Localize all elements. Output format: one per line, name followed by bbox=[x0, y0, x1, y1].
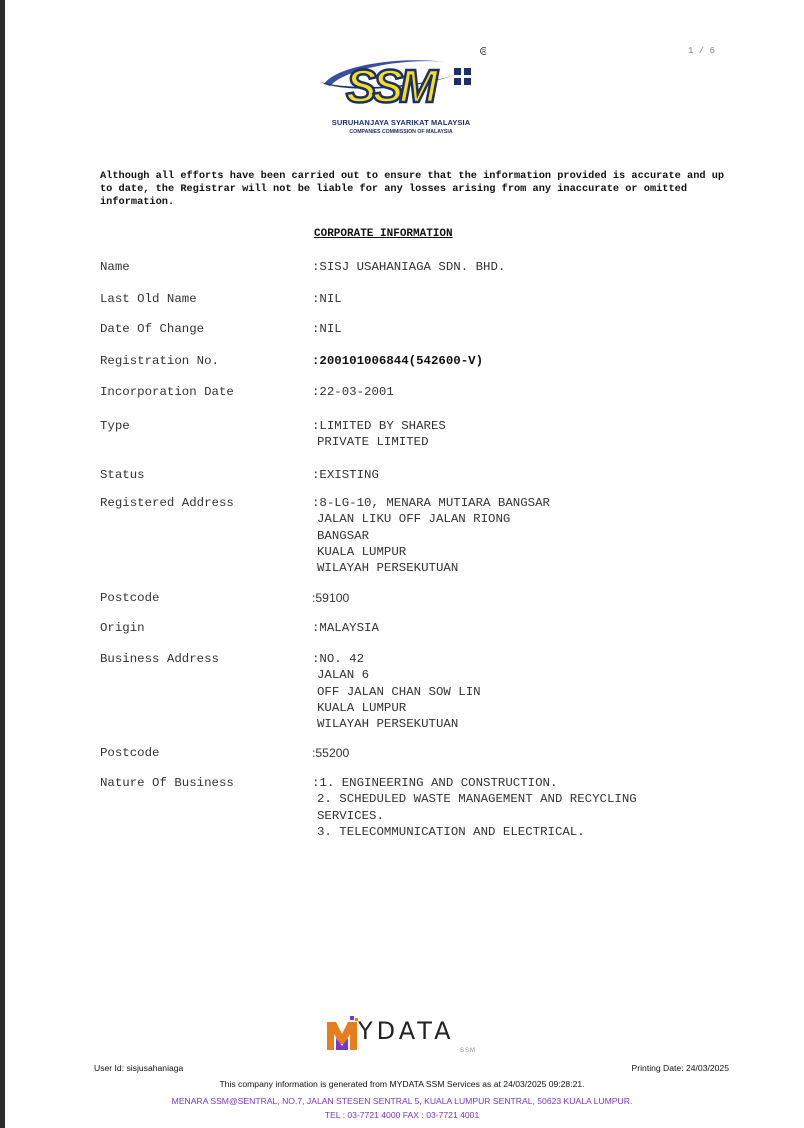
field-label: Origin bbox=[100, 621, 145, 635]
section-title: CORPORATE INFORMATION bbox=[314, 228, 453, 240]
mydata-logo bbox=[326, 1012, 486, 1062]
field-label: Status bbox=[100, 468, 145, 482]
field-label: Postcode bbox=[100, 591, 160, 605]
field-value-line: BANGSAR bbox=[317, 528, 370, 543]
field-label: Registered Address bbox=[100, 496, 234, 510]
disclaimer-text: Although all efforts have been carried out to ensure that the information provided is accurate and up to date, the Registrar will not be liable for any losses arising from any inaccurate or omitted information. bbox=[100, 170, 725, 208]
field-value-line: KUALA LUMPUR bbox=[317, 700, 407, 715]
field-value-line: 2. SCHEDULED WASTE MANAGEMENT AND RECYCLING bbox=[317, 792, 637, 807]
ssm-logo-graphic bbox=[316, 46, 486, 118]
footer-address: MENARA SSM@SENTRAL, NO.7, JALAN STESEN SENTRAL 5, KUALA LUMPUR SENTRAL, 50623 KUALA LUMPUR. bbox=[171, 1096, 633, 1106]
field-value-line: WILAYAH PERSEKUTUAN bbox=[317, 561, 459, 576]
field-value-line: :EXISTING bbox=[312, 468, 379, 482]
ssm-org-name-english: COMPANIES COMMISSION OF MALAYSIA bbox=[349, 129, 453, 135]
field-value-line: :59100 bbox=[312, 591, 350, 605]
field-label: Registration No. bbox=[100, 354, 219, 368]
footer-printing-date: Printing Date: 24/03/2025 bbox=[631, 1063, 729, 1073]
field-value bbox=[312, 467, 379, 483]
field-value-line: :1. ENGINEERING AND CONSTRUCTION. bbox=[312, 776, 558, 790]
footer-generated-note: This company information is generated from MYDATA SSM Services as at 24/03/2025 09:28:21. bbox=[219, 1079, 585, 1089]
field-value-line: 3. TELECOMMUNICATION AND ELECTRICAL. bbox=[317, 824, 585, 839]
left-edge-bar bbox=[0, 0, 5, 1128]
field-value bbox=[312, 590, 349, 606]
page-indicator: 1 / 6 bbox=[688, 46, 716, 56]
field-value-line: WILAYAH PERSEKUTUAN bbox=[317, 717, 459, 732]
field-value-line: PRIVATE LIMITED bbox=[317, 435, 429, 450]
field-value bbox=[312, 620, 379, 636]
field-value bbox=[312, 418, 446, 451]
field-value bbox=[312, 384, 394, 400]
field-value bbox=[312, 259, 505, 275]
field-label: Type bbox=[100, 419, 130, 433]
field-value-line: :NIL bbox=[312, 292, 342, 306]
svg-text:R: R bbox=[482, 48, 486, 55]
field-value bbox=[312, 745, 349, 761]
svg-text:SSM: SSM bbox=[346, 60, 434, 112]
mydata-sub: SSM bbox=[460, 1048, 477, 1054]
field-value bbox=[312, 775, 637, 840]
field-value-line: :SISJ USAHANIAGA SDN. BHD. bbox=[312, 260, 506, 274]
field-value-line: :200101006844(542600-V) bbox=[312, 354, 484, 368]
field-value bbox=[312, 353, 483, 369]
field-value-line: :8-LG-10, MENARA MUTIARA BANGSAR bbox=[312, 496, 550, 510]
field-value bbox=[312, 321, 342, 337]
mydata-wordmark: YDATA bbox=[358, 1017, 455, 1045]
field-label: Date Of Change bbox=[100, 322, 205, 336]
field-label: Name bbox=[100, 260, 130, 274]
field-value-line: :22-03-2001 bbox=[312, 385, 394, 399]
field-value-line: JALAN LIKU OFF JALAN RIONG bbox=[317, 512, 511, 527]
ssm-org-name-malay: SURUHANJAYA SYARIKAT MALAYSIA bbox=[331, 118, 471, 127]
field-label: Business Address bbox=[100, 652, 219, 666]
field-value-line: JALAN 6 bbox=[317, 668, 370, 683]
field-value-line: :NIL bbox=[312, 322, 342, 336]
field-value bbox=[312, 291, 342, 307]
field-label: Incorporation Date bbox=[100, 385, 234, 399]
field-label: Last Old Name bbox=[100, 292, 197, 306]
ssm-logo bbox=[316, 46, 486, 142]
field-value-line: OFF JALAN CHAN SOW LIN bbox=[317, 684, 481, 699]
field-value-line: :NO. 42 bbox=[312, 652, 365, 666]
footer-user-id: User Id: sisjusahaniaga bbox=[94, 1063, 184, 1073]
field-value-line: SERVICES. bbox=[317, 808, 384, 823]
field-value-line: KUALA LUMPUR bbox=[317, 544, 407, 559]
field-value-line: :LIMITED BY SHARES bbox=[312, 419, 446, 433]
field-value-line: :55200 bbox=[312, 746, 350, 760]
field-label: Nature Of Business bbox=[100, 776, 234, 790]
field-value-line: :MALAYSIA bbox=[312, 621, 379, 635]
field-value bbox=[312, 495, 550, 576]
field-label: Postcode bbox=[100, 746, 160, 760]
mydata-m-icon bbox=[326, 1016, 360, 1056]
field-value bbox=[312, 651, 481, 732]
footer-tel-fax: TEL : 03-7721 4000 FAX : 03-7721 4001 bbox=[324, 1110, 480, 1120]
